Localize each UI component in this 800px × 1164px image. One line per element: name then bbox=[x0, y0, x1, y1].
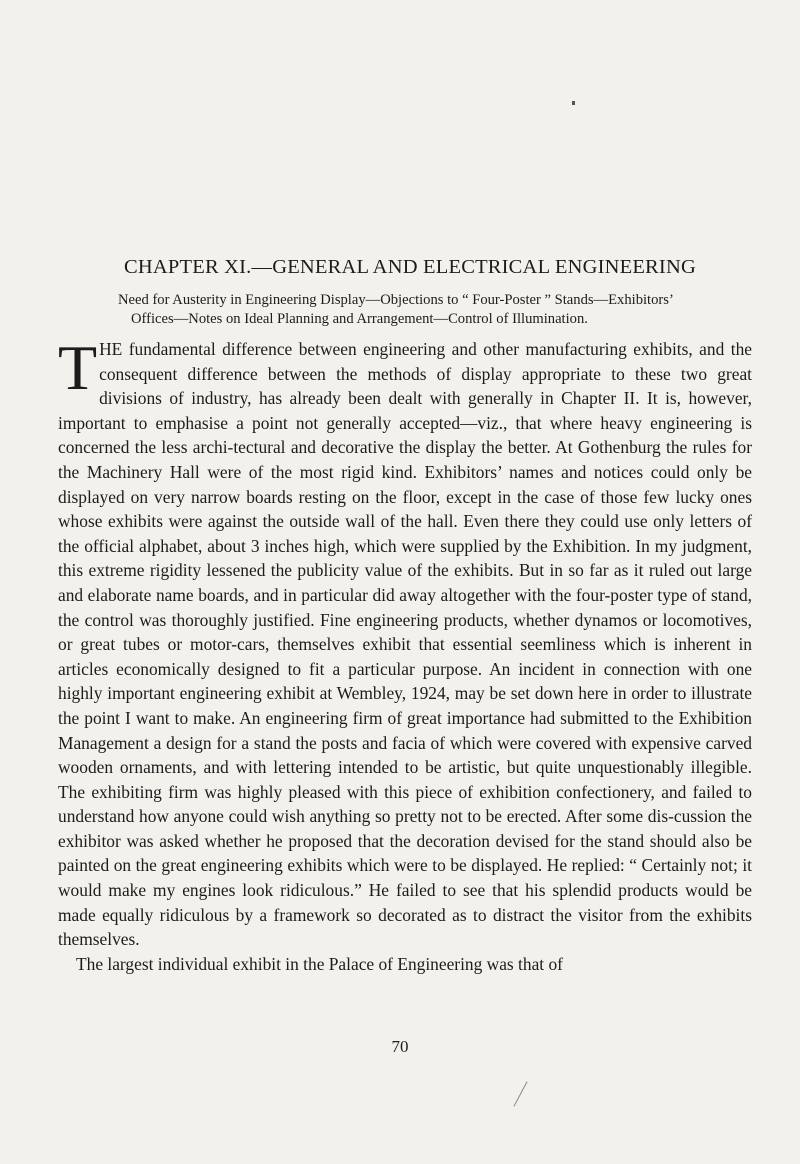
page-number: 70 bbox=[391, 1037, 409, 1056]
chapter-summary bbox=[118, 291, 718, 329]
pencil-mark bbox=[513, 1081, 527, 1106]
paragraph-1 bbox=[58, 332, 752, 952]
ink-speck bbox=[572, 101, 575, 105]
chapter-summary-line-2: Offices—Notes on Ideal Planning and Arrangement—Control of Illumination. bbox=[131, 311, 588, 327]
paragraph-1-text: HE fundamental difference between engineering and other manufacturing exhibits, and the consequent difference between the methods of display appropriate to these two great divisions of industry, has already been dealt with generally in Chapter II. It is, however, important to emphasise a point not generally accepted—viz., that where heavy engineering is concerned the less archi-tectural and decorative the display the better. At Gothenburg the rules for the Machinery Hall were of the most rigid kind. Exhibitors’ names and notices could only be displayed on very narrow boards resting on the floor, except in the case of those few lucky ones whose exhibits were against the outside wall of the hall. Even there they could use only letters of the official alphabet, about 3 inches high, which were supplied by the Exhibition. In my judgment, this extreme rigidity lessened the publicity value of the exhibits. But in so far as it ruled out large and elaborate name boards, and in particular did away altogether with the four-poster type of stand, the control was thoroughly justified. Fine engineering products, whether dynamos or locomotives, or great tubes or motor-cars, themselves exhibit that essential seemliness which is inherent in articles economically designed to fit a particular purpose. An incident in connection with one highly important engineering exhibit at Wembley, 1924, may be set down here in order to illustrate the point I want to make. An engineering firm of great importance had submitted to the Exhibition Management a design for a stand the posts and facia of which were covered with expensive carved wooden ornaments, and with lettering intended to be artistic, but quite unquestionably illegible. The exhibiting firm was highly pleased with this piece of exhibition confectionery, and failed to understand how anyone could wish anything so pretty not to be erected. After some dis-cussion the exhibitor was asked whether he proposed that the decoration devised for the stand should also be painted on the great engineering exhibits which were to be displayed. He replied: “ Certainly not; it would make my engines look ridiculous.” He failed to see that his splendid products would be made equally ridiculous by a framework so decorated as to distract the visitor from the exhibits themselves. bbox=[58, 339, 752, 950]
chapter-summary-line-1: Need for Austerity in Engineering Display—Objections to “ Four-Poster ” Stands—Exhibitors’ bbox=[118, 292, 674, 308]
drop-cap: T bbox=[58, 332, 98, 403]
paragraph-2: The largest individual exhibit in the Palace of Engineering was that of bbox=[76, 953, 563, 974]
chapter-title: CHAPTER XI.—GENERAL AND ELECTRICAL ENGINEERING bbox=[124, 256, 696, 278]
body-text bbox=[58, 332, 752, 976]
